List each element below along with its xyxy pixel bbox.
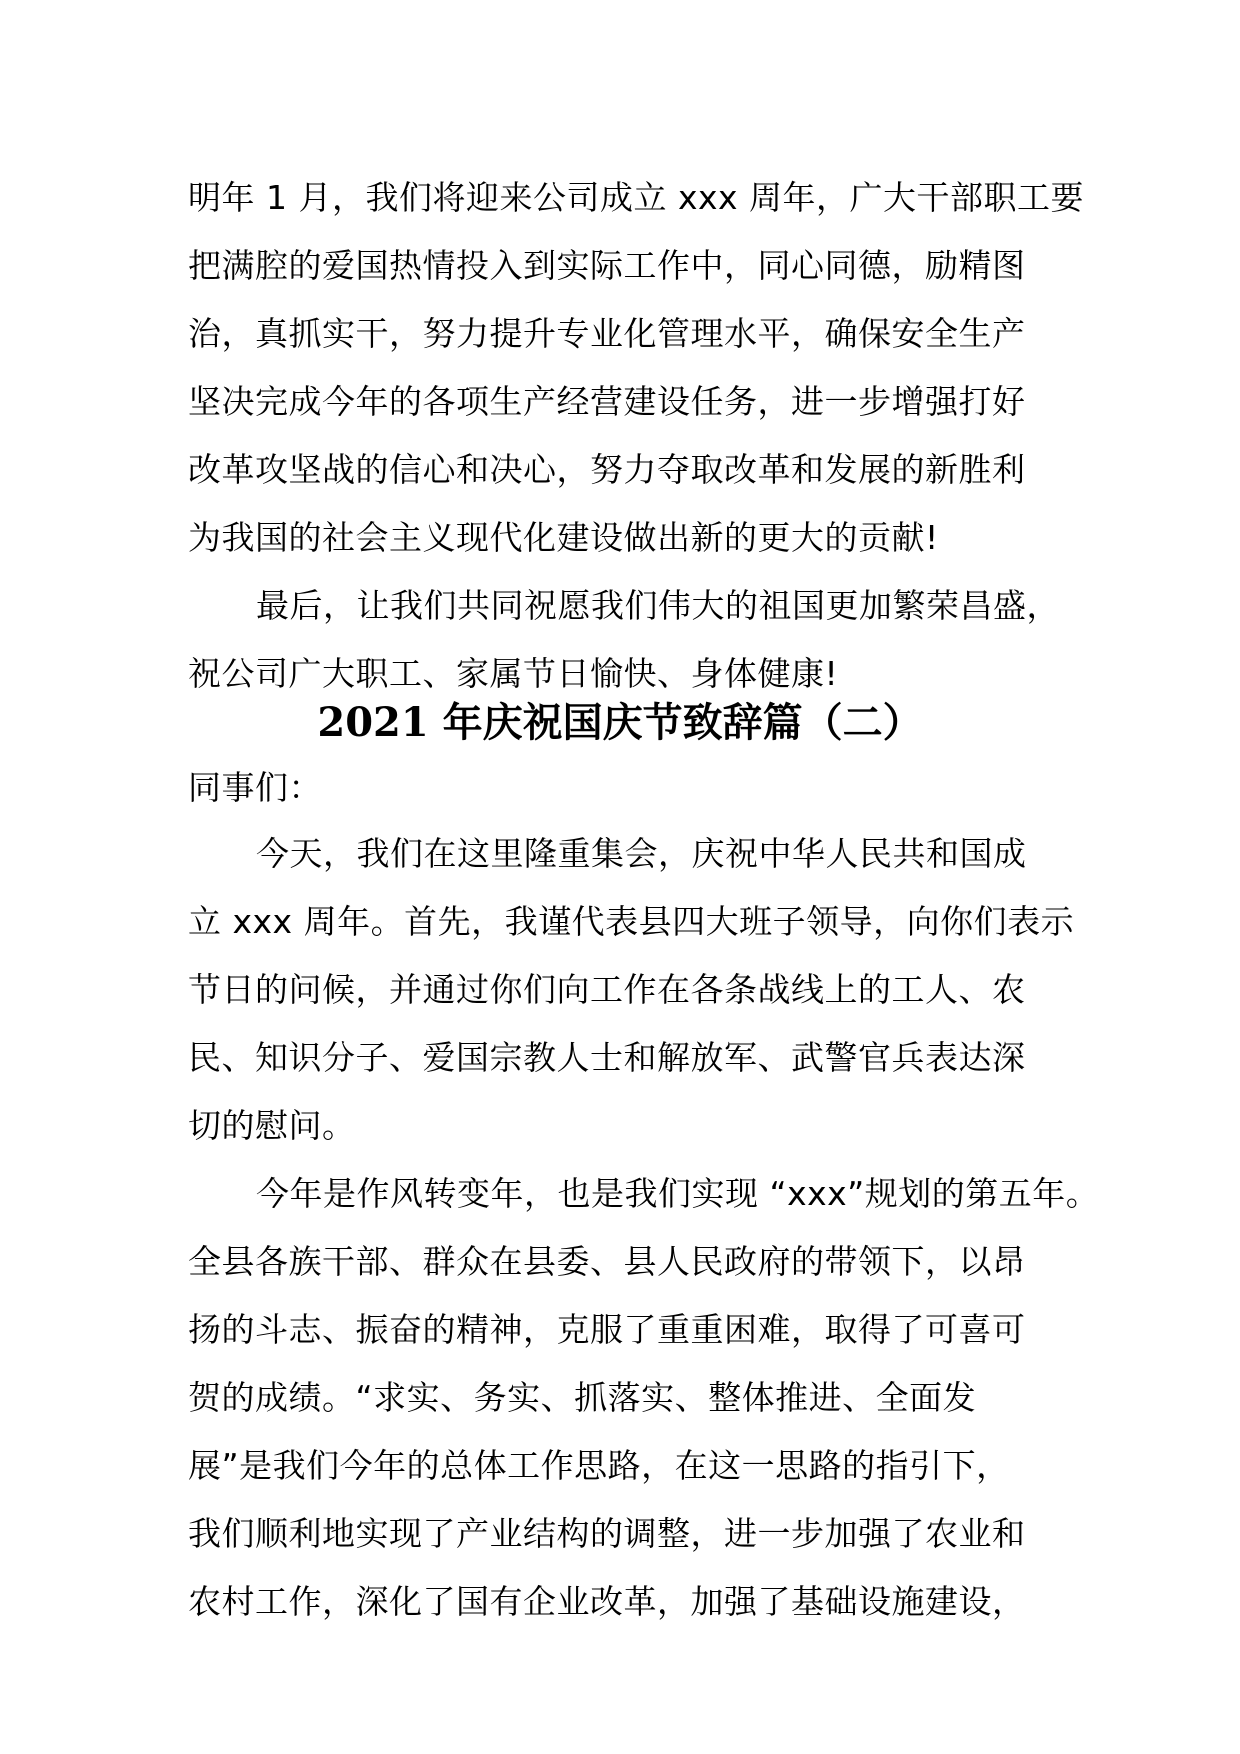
text-line: 节日的问候，并通过你们向工作在各条战线上的工人、农 [188, 970, 1026, 1009]
text-line: 扬的斗志、振奋的精神，克服了重重困难，取得了可喜可 [188, 1310, 1026, 1349]
text-line: 祝公司广大职工、家属节日愉快、身体健康! [188, 654, 839, 693]
text-line: 民、知识分子、爱国宗教人士和解放军、武警官兵表达深 [188, 1038, 1026, 1077]
text-line: 把满腔的爱国热情投入到实际工作中，同心同德，励精图 [188, 246, 1026, 285]
text-line: 贺的成绩。“求实、务实、抓落实、整体推进、全面发 [188, 1378, 977, 1417]
text-line: 我们顺利地实现了产业结构的调整，进一步加强了农业和 [188, 1514, 1026, 1553]
text-line: 最后，让我们共同祝愿我们伟大的祖国更加繁荣昌盛， [256, 586, 1060, 625]
text-line: 坚决完成今年的各项生产经营建设任务，进一步增强打好 [188, 382, 1026, 421]
text-line: 今年是作风转变年，也是我们实现 “xxx”规划的第五年。 [256, 1174, 1100, 1213]
text-line: 明年 1 月，我们将迎来公司成立 xxx 周年，广大干部职工要 [188, 178, 1085, 217]
section-title: 2021 年庆祝国庆节致辞篇（二） [317, 699, 923, 746]
text-line: 展”是我们今年的总体工作思路，在这一思路的指引下， [188, 1446, 1010, 1485]
text-line: 切的慰问。 [188, 1106, 356, 1145]
text-line: 全县各族干部、群众在县委、县人民政府的带领下，以昂 [188, 1242, 1026, 1281]
text-line: 农村工作，深化了国有企业改革，加强了基础设施建设， [188, 1582, 1026, 1621]
text-line: 立 xxx 周年。首先，我谨代表县四大班子领导，向你们表示 [188, 902, 1075, 941]
text-line: 改革攻坚战的信心和决心，努力夺取改革和发展的新胜利 [188, 450, 1026, 489]
text-line: 治，真抓实干，努力提升专业化管理水平，确保安全生产 [188, 314, 1026, 353]
salutation: 同事们： [188, 768, 322, 807]
text-line: 今天，我们在这里隆重集会，庆祝中华人民共和国成 [256, 834, 1027, 873]
text-line: 为我国的社会主义现代化建设做出新的更大的贡献! [188, 518, 939, 557]
